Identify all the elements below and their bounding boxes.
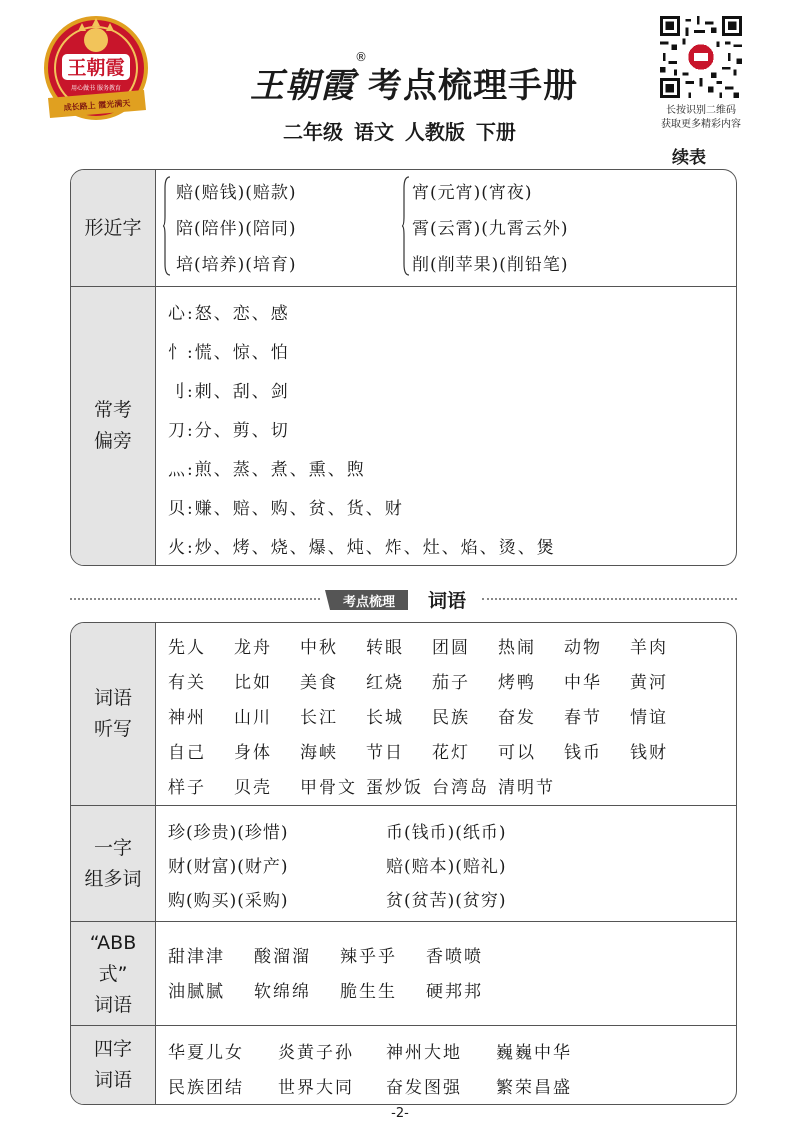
dictation-word: 比如 — [234, 673, 272, 693]
row-label-line-3: 词语 — [93, 993, 132, 1016]
dictation-word: 春节 — [564, 708, 602, 728]
dictation-word: 神州 — [168, 708, 206, 728]
dictation-word: 中秋 — [300, 638, 338, 658]
row-abb-words — [71, 921, 736, 1026]
page-number: -2- — [391, 1106, 409, 1121]
dictation-word: 奋发 — [498, 708, 536, 728]
four-char-word: 奋发图强 — [386, 1078, 462, 1098]
dictation-word: 转眼 — [366, 638, 404, 658]
multi-left-3: 购(购买)(采购) — [168, 891, 289, 911]
row-similar-characters — [71, 170, 736, 286]
row-label: 形近字 — [71, 170, 156, 286]
abb-word: 香喷喷 — [426, 947, 483, 967]
logo-banner: 成长路上 霞光满天 — [63, 98, 131, 113]
dictation-word: 团圆 — [432, 638, 470, 658]
dictation-word: 身体 — [234, 743, 272, 763]
row-label-line-1: 词语 — [93, 687, 132, 709]
four-char-word: 巍巍中华 — [496, 1043, 572, 1063]
dictation-word: 情谊 — [630, 708, 668, 728]
radical-line-lidao: 刂:刺、刮、剑 — [168, 382, 290, 402]
row-label-line-2: 式” — [98, 962, 128, 985]
dictation-word: 美食 — [300, 673, 338, 693]
dictation-word: 钱财 — [630, 743, 668, 763]
similar-characters-cell — [156, 170, 736, 286]
row-label-line-1: “ABB — [89, 931, 137, 954]
section-title: 词语 — [428, 590, 467, 612]
row-label — [71, 1026, 156, 1104]
dictation-word: 蛋炒饭 — [366, 778, 423, 798]
four-char-word: 繁荣昌盛 — [496, 1078, 572, 1098]
registered-mark: ® — [355, 50, 368, 64]
abb-word: 软绵绵 — [254, 982, 311, 1002]
abb-word: 甜津津 — [168, 947, 225, 967]
four-char-words-cell — [156, 1026, 736, 1104]
brand-name: 王朝霞 — [250, 66, 355, 106]
dictation-word: 茄子 — [432, 673, 470, 693]
row-label-line-2: 听写 — [93, 718, 132, 740]
multi-right-3: 贫(贫苦)(贫穷) — [386, 891, 507, 911]
similar-left-1: 赔(赔钱)(赔款) — [176, 183, 297, 203]
left-brace-icon — [163, 176, 171, 276]
radical-line-huo: 火:炒、烤、烧、爆、炖、炸、灶、焰、烫、煲 — [168, 538, 556, 558]
qr-caption-line-2: 获取更多精彩内容 — [661, 119, 741, 130]
dictation-word: 海峡 — [300, 743, 338, 763]
divider-dots-left — [70, 598, 320, 602]
row-label — [71, 287, 156, 565]
abb-word: 硬邦邦 — [426, 982, 483, 1002]
section-tag: 考点梳理 — [330, 590, 408, 610]
logo-text: 王朝霞 — [67, 57, 125, 79]
four-char-word: 炎黄子孙 — [278, 1043, 354, 1063]
dictation-word: 样子 — [168, 778, 206, 798]
similar-left-3: 培(培养)(培育) — [176, 255, 297, 275]
dictation-word: 先人 — [168, 638, 206, 658]
abb-word: 脆生生 — [340, 982, 397, 1002]
page-subtitle: 二年级 语文 人教版 下册 — [283, 120, 516, 144]
abb-word: 酸溜溜 — [254, 947, 311, 967]
dictation-word: 清明节 — [498, 778, 555, 798]
dictation-word: 钱币 — [564, 743, 602, 763]
divider-dots-right — [482, 598, 737, 602]
similar-left-2: 陪(陪伴)(陪同) — [176, 219, 297, 239]
row-label — [71, 806, 156, 922]
dictation-word: 山川 — [234, 708, 272, 728]
multi-left-1: 珍(珍贵)(珍惜) — [168, 823, 289, 843]
four-char-word: 华夏儿女 — [168, 1043, 244, 1063]
radicals-cell — [156, 287, 736, 565]
dictation-word: 自己 — [168, 743, 206, 763]
logo-tagline: 用心做书 服务教育 — [71, 85, 121, 92]
multi-right-1: 币(钱币)(纸币) — [386, 823, 507, 843]
row-label — [71, 922, 156, 1026]
dictation-word: 动物 — [564, 638, 602, 658]
row-label-line-1: 一字 — [93, 837, 132, 859]
similar-right-3: 削(削苹果)(削铅笔) — [412, 255, 569, 275]
abb-word: 油腻腻 — [168, 982, 225, 1002]
radical-line-sidian: 灬:煎、蒸、煮、熏、煦 — [168, 460, 366, 480]
dictation-word: 长江 — [300, 708, 338, 728]
qr-caption — [648, 104, 754, 132]
table-words — [70, 622, 737, 1105]
multi-words-cell — [156, 806, 736, 922]
qr-caption-line-1: 长按识别二维码 — [666, 105, 736, 116]
dictation-word: 羊肉 — [630, 638, 668, 658]
row-label-line-2: 词语 — [93, 1069, 132, 1091]
radical-line-xin: 心:怒、恋、感 — [168, 304, 290, 324]
four-char-word: 世界大同 — [278, 1078, 354, 1098]
dictation-word: 民族 — [432, 708, 470, 728]
abb-words-cell — [156, 922, 736, 1026]
multi-left-2: 财(财富)(财产) — [168, 857, 289, 877]
multi-right-2: 赔(赔本)(赔礼) — [386, 857, 507, 877]
dictation-word: 龙舟 — [234, 638, 272, 658]
four-char-word: 神州大地 — [386, 1043, 462, 1063]
dictation-word: 有关 — [168, 673, 206, 693]
dictation-cell — [156, 623, 736, 805]
dictation-word: 可以 — [498, 743, 536, 763]
dictation-word: 甲骨文 — [300, 778, 357, 798]
row-one-char-multi-words — [71, 805, 736, 922]
dictation-word: 黄河 — [630, 673, 668, 693]
row-common-radicals — [71, 286, 736, 565]
abb-word: 辣乎乎 — [340, 947, 397, 967]
radical-line-shuxin: 忄:慌、惊、怕 — [168, 343, 290, 363]
row-label — [71, 623, 156, 805]
dictation-word: 花灯 — [432, 743, 470, 763]
row-label-line-1: 常考 — [93, 399, 132, 421]
dictation-word: 中华 — [564, 673, 602, 693]
dictation-word: 热闹 — [498, 638, 536, 658]
right-brace-icon — [402, 176, 410, 276]
dictation-word: 长城 — [366, 708, 404, 728]
table-characters — [70, 169, 737, 566]
radical-line-bei: 贝:赚、赔、购、贫、货、财 — [168, 499, 404, 519]
similar-right-2: 霄(云霄)(九霄云外) — [412, 219, 569, 239]
dictation-word: 节日 — [366, 743, 404, 763]
row-four-char-words — [71, 1025, 736, 1104]
dictation-word: 台湾岛 — [432, 778, 489, 798]
page-title — [250, 50, 578, 107]
title-text: 考点梳理手册 — [368, 66, 578, 106]
row-label-line-2: 偏旁 — [93, 430, 132, 452]
four-char-word: 民族团结 — [168, 1078, 244, 1098]
radical-line-dao: 刀:分、剪、切 — [168, 421, 290, 441]
dictation-word: 红烧 — [366, 673, 404, 693]
similar-right-1: 宵(元宵)(宵夜) — [412, 183, 533, 203]
brand-logo-emblem — [42, 14, 150, 122]
row-label-line-2: 组多词 — [84, 868, 142, 890]
row-label-line-1: 四字 — [93, 1038, 132, 1060]
dictation-word: 烤鸭 — [498, 673, 536, 693]
row-word-dictation — [71, 623, 736, 805]
qr-code-icon[interactable] — [660, 16, 742, 98]
continued-label: 续表 — [672, 148, 706, 168]
dictation-word: 贝壳 — [234, 778, 272, 798]
